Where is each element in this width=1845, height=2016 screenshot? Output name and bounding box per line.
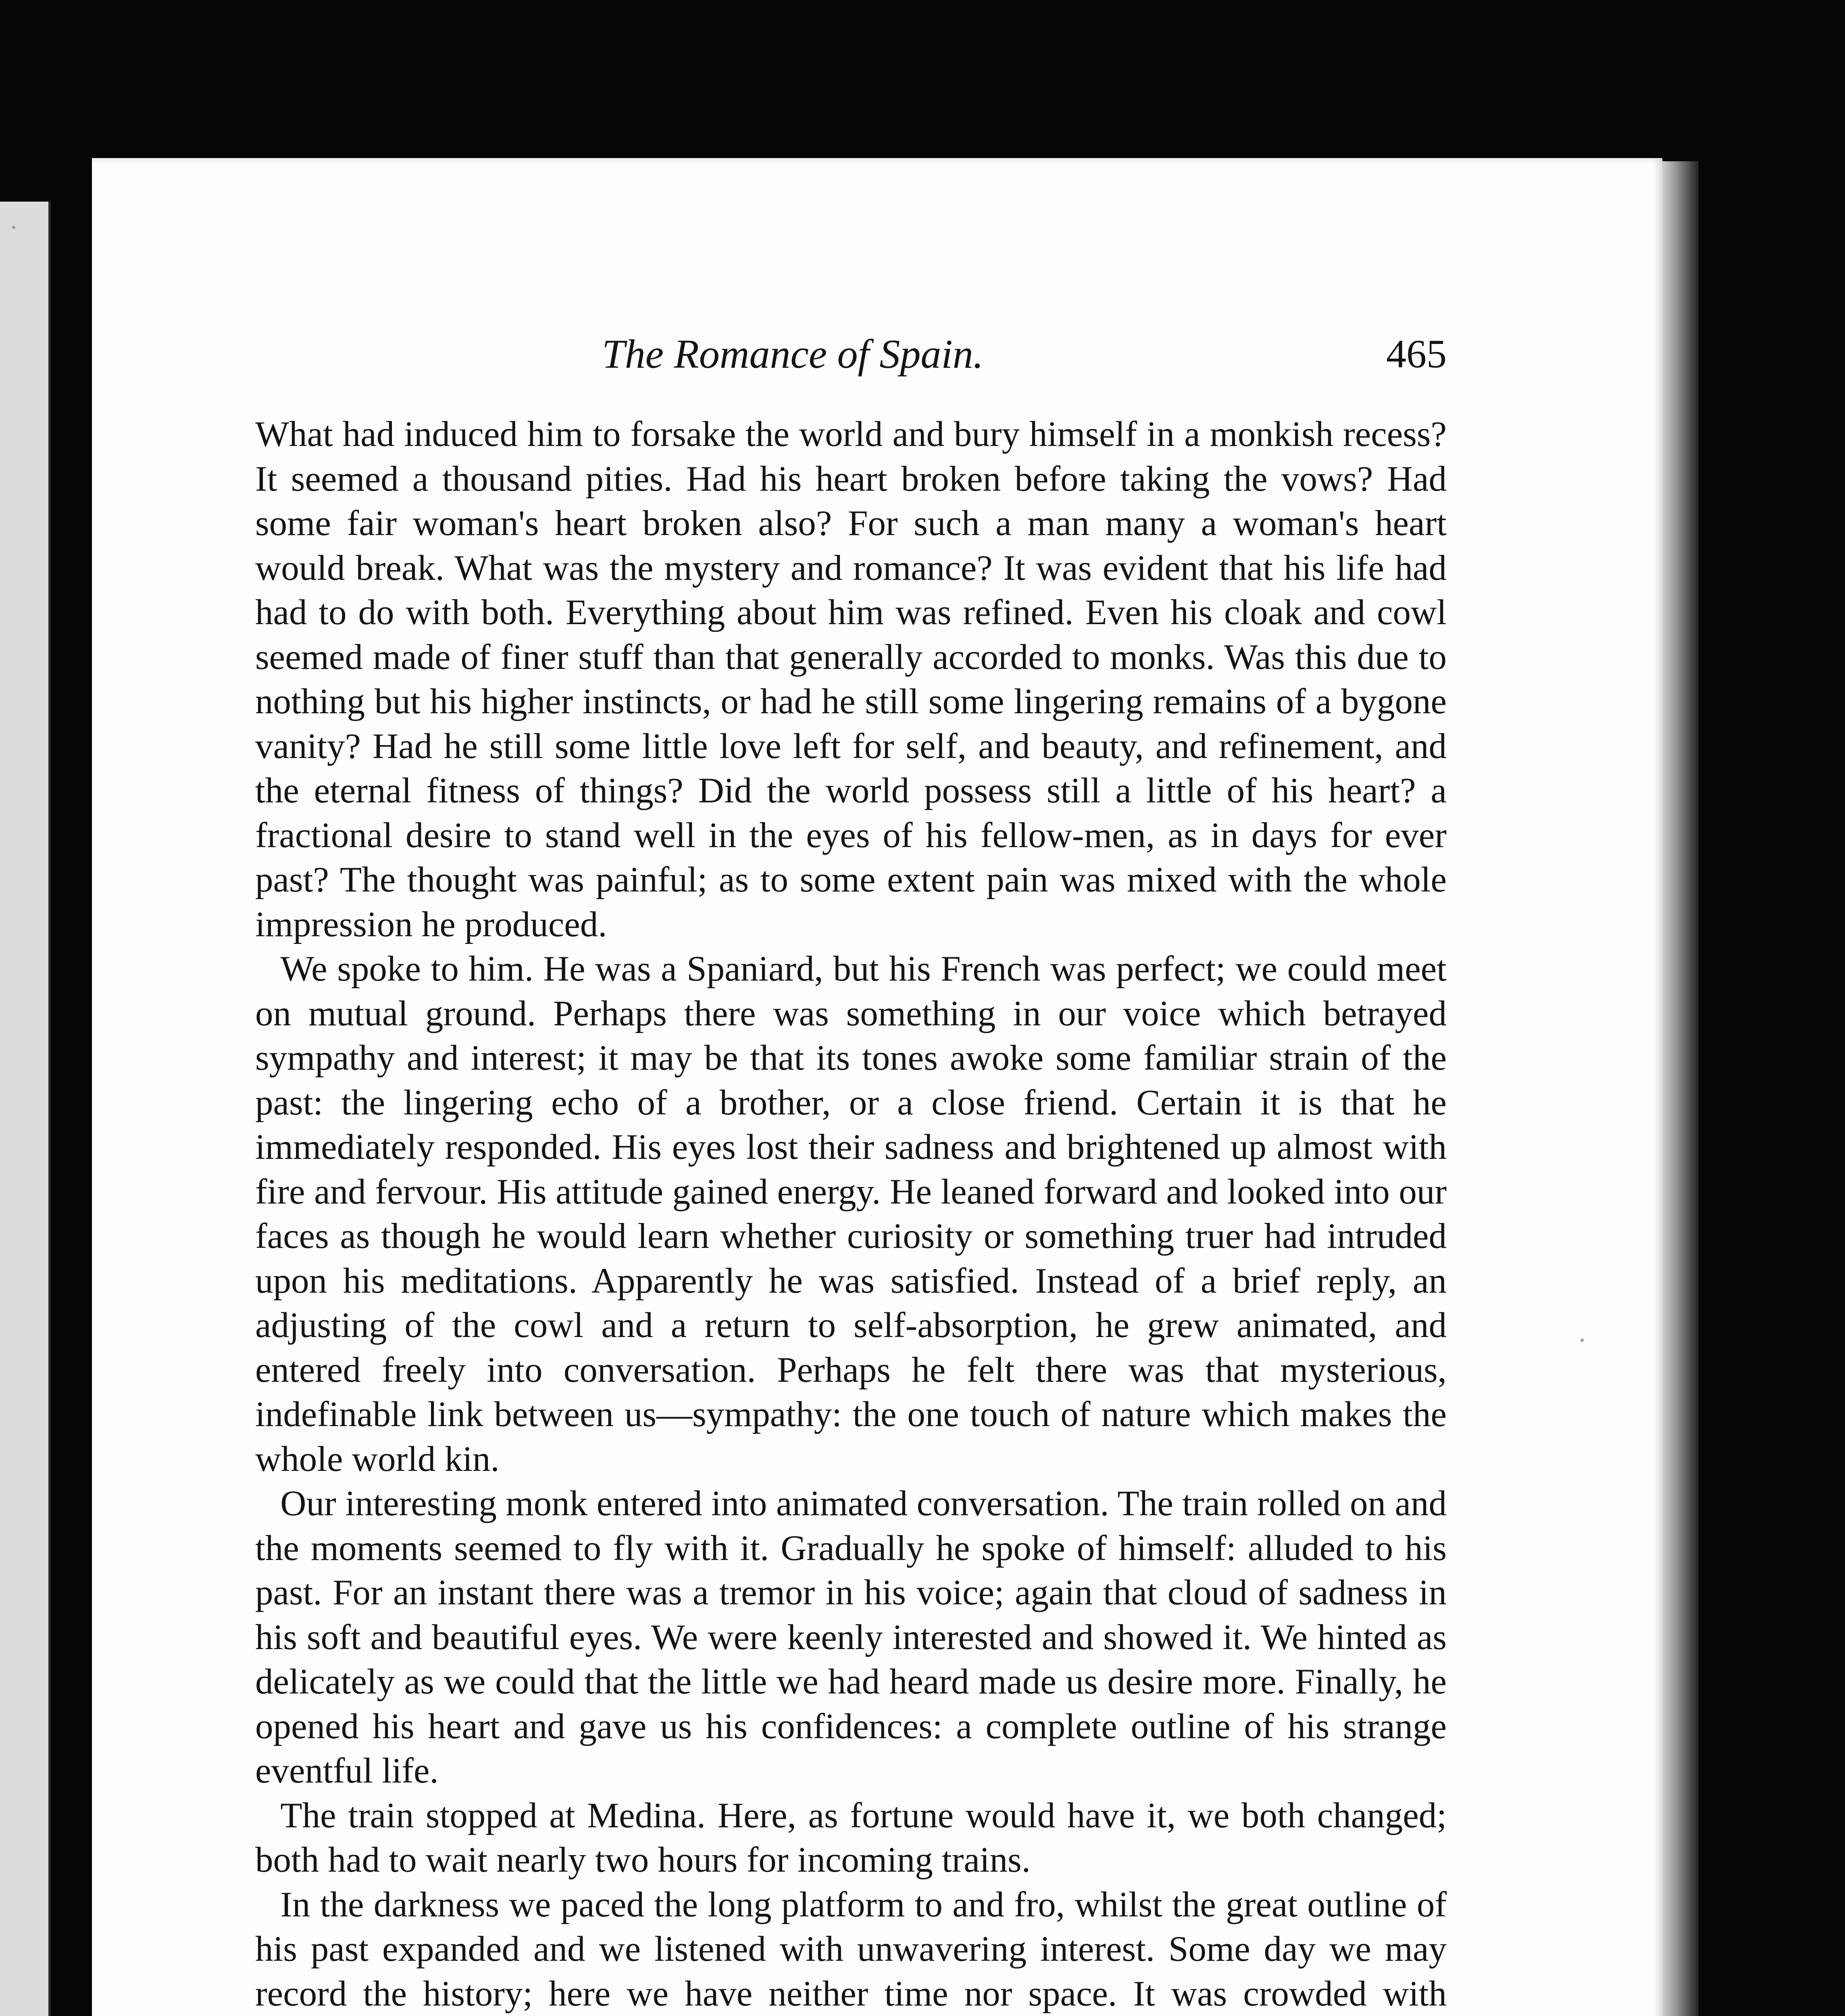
dust-speck: [1581, 1339, 1584, 1342]
paragraph: What had induced him to forsake the world and bury himself in a monkish recess? It seemed a thousand pities. Had his heart broken before taking the vows? Had some fair woman's heart broken also? For such a man many a woman's heart would break. What was the mystery and romance? It was evident that his life had had to do with both. Everything about him was refined. Even his cloak and cowl seemed made of finer stuff than that generally accorded to monks. Was this due to nothing but his higher instincts, or had he still some lingering remains of a bygone vanity? Had he still some little love left for self, and beauty, and refinement, and the eternal fitness of things? Did the world possess still a little of his heart? a fractional desire to stand well in the eyes of his fellow-men, as in days for ever past? The thought was painful; as to some extent pain was mixed with the whole impression he produced.: [255, 414, 1447, 944]
paragraph: We spoke to him. He was a Spaniard, but his French was perfect; we could meet on mutual ground. Perhaps there was something in our voice which betrayed sympathy and interest; it may be that its tones awoke some familiar strain of the past: the lingering echo of a brother, or a close friend. Certain it is that he immediately responded. His eyes lost their sadness and brightened up almost with fire and fervour. His attitude gained energy. He leaned forward and looked into our faces as though he would learn whether curiosity or something truer had intruded upon his meditations. Apparently he was satisfied. Instead of a brief reply, an adjusting of the cowl and a return to self-absorption, he grew animated, and entered freely into conversation. Perhaps he felt there was that mysterious, indefinable link between us—sympathy: the one touch of nature which makes the whole world kin.: [255, 949, 1447, 1479]
running-head: [255, 331, 1447, 383]
paragraph: Our interesting monk entered into animated conversation. The train rolled on and the moments seemed to fly with it. Gradually he spoke of himself: alluded to his past. For an instant there was a tremor in his voice; again that cloud of sadness in his soft and beautiful eyes. We were keenly interested and showed it. We hinted as delicately as we could that the little we had heard made us desire more. Finally, he opened his heart and gave us his confidences: a complete outline of his strange eventful life.: [255, 1484, 1447, 1791]
page-number: 465: [1386, 331, 1447, 376]
paragraph: In the darkness we paced the long platform to and fro, whilst the great outline of his past expanded and we listened with unwavering interest. Some day we may record the history; here we have neither time nor space. It was crowded with: [255, 1885, 1447, 2014]
paragraph: The train stopped at Medina. Here, as fortune would have it, we both changed; both had to wait nearly two hours for incoming trains.: [255, 1795, 1447, 1880]
running-title: The Romance of Spain.: [602, 331, 984, 377]
page-fore-edge: [1662, 161, 1699, 2016]
dust-speck: [12, 226, 15, 229]
body-text: [255, 412, 1447, 2016]
facing-page-edge: [0, 202, 51, 2016]
